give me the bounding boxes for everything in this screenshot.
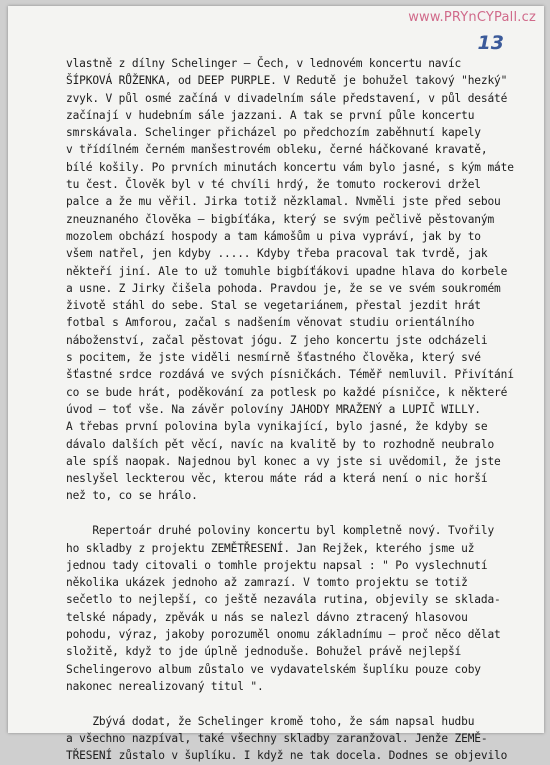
text-line: sečetlo to nejlepší, co ještě nezavála rutina, objevily se sklada- xyxy=(66,593,501,607)
text-line: ale spíš naopak. Najednou byl konec a vy jste si uvědomil, že jste xyxy=(66,454,501,468)
paragraph-1 xyxy=(66,55,536,505)
text-line: a usne. Z Jirky čišela pohoda. Pravdou je, že se ve svém soukromém xyxy=(66,281,501,295)
text-line: životě stáhl do sebe. Stal se vegetariánem, přestal jezdit hrát xyxy=(66,299,481,313)
text-line: zneuznaného člověka – bigbíťáka, který se svým pečlivě pěstovaným xyxy=(66,212,495,226)
text-line: palce a že mu věřil. Jirka totiž nězklamal. Nvměli jste před sebou xyxy=(66,195,501,209)
text-line: nakonec nerealizovaný titul ". xyxy=(66,679,264,693)
text-line: Zbývá dodat, že Schelinger kromě toho, že sám napsal hudbu xyxy=(66,714,475,728)
text-line: s pocitem, že jste viděli nesmírně šťastného člověka, který své xyxy=(66,351,481,365)
paragraph-2 xyxy=(66,522,536,695)
text-line: a všechno nazpíval, také všechny skladby zaranžoval. Jenže ZEMĚ- xyxy=(66,731,488,745)
text-line: ho skladby z projektu ZEMĚTŘESENÍ. Jan Rejžek, kterého jsme už xyxy=(66,541,475,555)
text-line: co se bude hrát, poděkování za potlesk po každé písničce, k některé xyxy=(66,385,508,399)
text-line: Repertoár druhé poloviny koncertu byl kompletně nový. Tvořily xyxy=(66,524,495,538)
text-line: jednou tady citovali o tomhle projektu napsal : " Po vyslechnutí xyxy=(66,558,488,572)
text-line: šťastné srdce rozdává ve svých písničkách. Téměř nemluvil. Přivítání xyxy=(66,368,514,382)
watermark: www.PRYnCYPall.cz xyxy=(408,10,536,25)
text-line: v třídílném černém manšestrovém obleku, černé háčkované kravatě, xyxy=(66,143,488,157)
text-line: dávalo dalších pět věcí, navíc na kvalitě by to rozhodně neubralo xyxy=(66,437,495,451)
body-text xyxy=(66,55,536,765)
text-line: A třebas první polovina byla vynikající, bylo jasné, že kdyby se xyxy=(66,420,488,434)
paragraph-gap xyxy=(66,505,536,523)
text-line: složitě, když to jde úplně jednoduše. Bohužel právě nejlepší xyxy=(66,645,462,659)
text-line: vlastně z dílny Schelinger – Čech, v lednovém koncertu navíc xyxy=(66,57,462,70)
text-line: Schelingerovo album zůstalo ve vydavatelském šuplíku pouze coby xyxy=(66,662,481,676)
text-line: několika ukázek jednoho až zamrazí. V tomto projektu se totiž xyxy=(66,576,468,590)
text-line: tu čest. Člověk byl v té chvíli hrdý, že tomuto rockerovi držel xyxy=(66,178,481,192)
text-line: ŠÍPKOVÁ RŮŽENKA, od DEEP PURPLE. V Redutě je bohužel takový "hezký" xyxy=(66,74,508,88)
text-line: neslyšel leckterou věc, kterou máte rád a která není o nic horší xyxy=(66,472,488,486)
text-line: úvod – toť vše. Na závěr polovíny JAHODY MRAŽENÝ a LUPIČ WILLY. xyxy=(66,402,481,416)
text-line: zvyk. V půl osmé začíná v divadelním sále představení, v půl desáté xyxy=(66,91,508,105)
text-line: náboženství, začal pěstovat jógu. Z jeho koncertu jste odcházeli xyxy=(66,333,488,347)
document-page xyxy=(8,6,544,763)
text-line: někteří jiní. Ale to už tomuhle bigbíťákovi upadne hlava do korbele xyxy=(66,264,508,278)
text-line: bílé košily. Po prvních minutách koncertu vám bylo jasné, s kým máte xyxy=(66,160,514,174)
paragraph-gap xyxy=(66,695,536,713)
text-line: než to, co se hrálo. xyxy=(66,489,198,503)
text-line: telské nápady, zpěvák u nás se nalezl dávno ztracený hlasovou xyxy=(66,610,468,624)
text-line: všem natřel, jen kdyby ..... Kdyby třeba pracoval tak tvrdě, jak xyxy=(66,247,488,261)
text-line: začínají v hudebním sále jazzani. A tak se první půle koncertu xyxy=(66,108,475,122)
text-line: smrskávala. Schelinger přicházel po předchozím zaběhnutí kapely xyxy=(66,126,481,140)
text-line: pohodu, výraz, jakoby porozuměl onomu základnímu – proč něco dělat xyxy=(66,628,501,641)
page-number: 13 xyxy=(477,32,504,54)
paragraph-3 xyxy=(66,713,536,765)
text-line: TŘESENÍ zůstalo v šuplíku. I když ne tak docela. Dodnes se objevilo xyxy=(66,749,508,763)
text-line: mozolem obchází hospody a tam kámošům u piva vypráví, jak by to xyxy=(66,229,481,243)
text-line: fotbal s Amforou, začal s nadšením věnovat studiu orientálního xyxy=(66,316,475,330)
